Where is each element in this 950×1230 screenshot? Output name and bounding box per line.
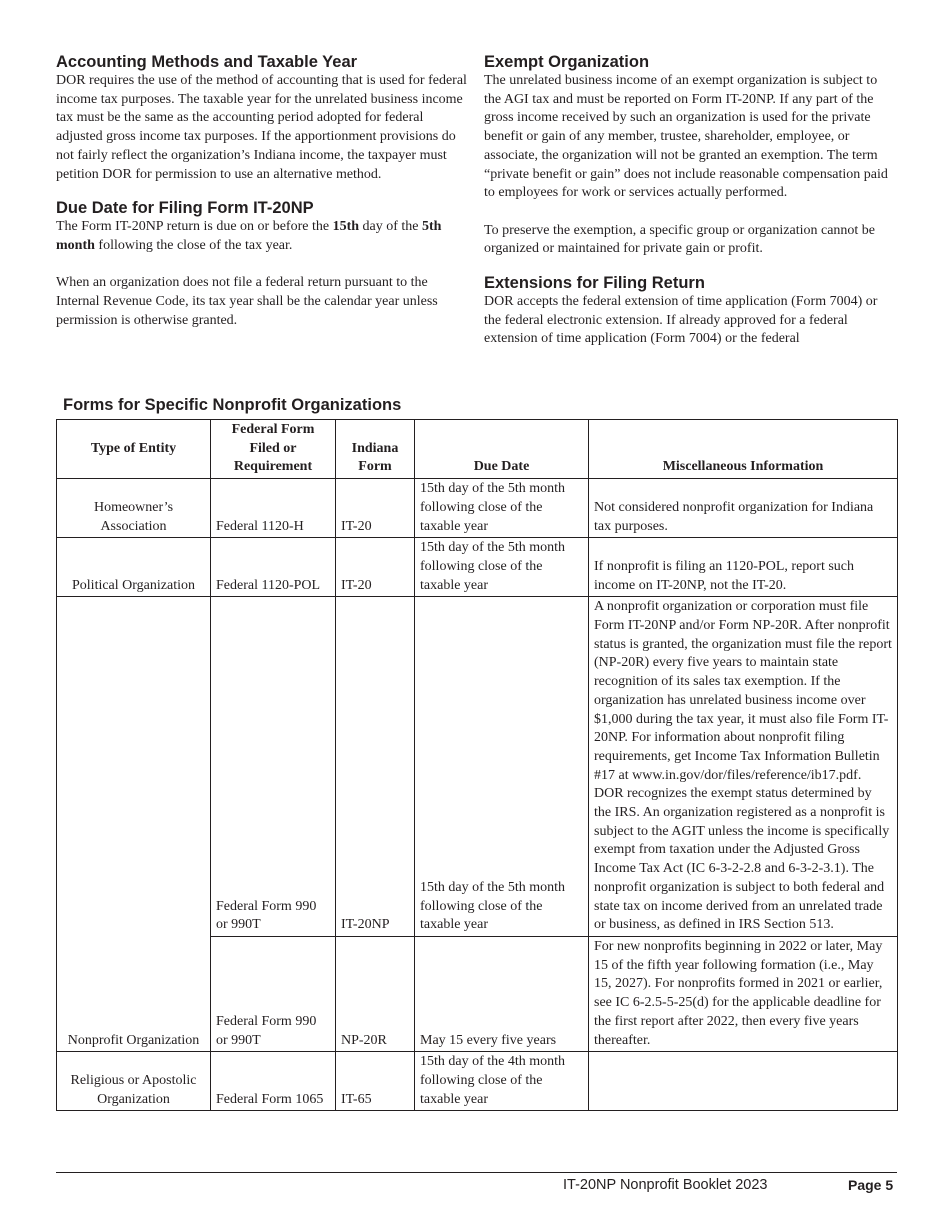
federal-form-cell: Federal Form 990 or 990T	[211, 597, 336, 937]
header-indiana-form: Indiana Form	[336, 420, 415, 479]
due-date-text-e: following the close of the tax year.	[94, 237, 293, 253]
extensions-heading: Extensions for Filing Return	[484, 274, 705, 293]
federal-form-cell: Federal 1120-H	[211, 479, 336, 538]
accounting-heading: Accounting Methods and Taxable Year	[56, 53, 358, 71]
extensions-body: DOR accepts the federal extension of time application (Form 7004) or the federal electronic extension. If already approved for a federal extension of time application (Form 7004) or the federal	[484, 294, 878, 347]
due-date-text-a: The Form IT-20NP return is due on or before the	[56, 219, 333, 235]
header-entity: Type of Entity	[57, 420, 211, 479]
due-date-day: 15th	[332, 219, 360, 235]
entity-cell: Political Organization	[57, 538, 211, 597]
header-federal-form: Federal Form Filed or Requirement	[211, 420, 336, 479]
entity-cell: Homeowner’s Association	[57, 479, 211, 538]
indiana-form-cell: IT-20	[336, 479, 415, 538]
indiana-form-cell: IT-20	[336, 538, 415, 597]
footer-divider	[56, 1172, 897, 1173]
table-row	[57, 1052, 898, 1111]
header-due-date: Due Date	[415, 420, 589, 479]
left-column	[56, 52, 468, 330]
table-row	[57, 479, 898, 538]
right-column	[484, 52, 896, 349]
due-date-text-c: day of the	[359, 219, 423, 235]
accounting-body: DOR requires the use of the method of accounting that is used for federal income tax purposes. The taxable year for the unrelated business income tax must be the same as the accounting period adopted for federal adjusted gross income tax purposes. If the apportionment provisions do not fairly reflect the organization’s Indiana income, the taxpayer must petition DOR for permission to use an alternative method.	[56, 73, 467, 182]
header-misc-info: Miscellaneous Information	[589, 420, 898, 479]
exempt-paragraph-1: The unrelated business income of an exempt organization is subject to the AGI tax and must be reported on Form IT-20NP. If any part of the gross income received by such an organization is used for the private benefit or gain of any member, trustee, shareholder, employee, or associate, the organization will not be granted an exemption. The term “private benefit or gain” does not include reasonable compensation paid to employees for work or services actually performed.	[484, 73, 888, 201]
due-date-month: 5th month	[56, 219, 442, 253]
table-row	[57, 538, 898, 597]
misc-info-cell: A nonprofit organization or corporation must file Form IT-20NP and/or Form NP-20R. After nonprofit status is granted, the organization must file the report (NP-20R) every five years to maintain state recognition of its sales tax exemption. If the organization has unrelated business income over $1,000 during the tax year, it must also file Form IT-20NP. For information about nonprofit filing requirements, get Income Tax Information Bulletin #17 at www.in.gov/dor/files/reference/ib17.pdf. DOR recognizes the exempt status determined by the IRS. An organization registered as a nonprofit is subject to the AGIT unless the income is specifically exempt from taxation under the Adjusted Gross Income Tax Act (IC 6-3-2-2.8 and 6-3-2-3.1). The nonprofit organization is subject to both federal and state tax on income derived from an unrelated trade or business, as defined in IRS Section 513.	[589, 597, 898, 937]
page-number: Page 5	[848, 1177, 894, 1193]
misc-info-cell	[589, 1052, 898, 1111]
due-date-heading: Due Date for Filing Form IT-20NP	[56, 199, 314, 218]
table-row	[57, 597, 898, 937]
due-date-paragraph-1	[56, 218, 468, 255]
indiana-form-cell: IT-65	[336, 1052, 415, 1111]
indiana-form-cell: IT-20NP	[336, 597, 415, 937]
due-date-cell: 15th day of the 5th month following close of the taxable year	[415, 479, 589, 538]
exempt-heading: Exempt Organization	[484, 53, 650, 71]
due-date-cell: 15th day of the 5th month following close of the taxable year	[415, 538, 589, 597]
due-date-cell: May 15 every five years	[415, 936, 589, 1051]
table-header-row	[57, 420, 898, 479]
federal-form-cell: Federal Form 1065	[211, 1052, 336, 1111]
federal-form-cell: Federal Form 990 or 990T	[211, 936, 336, 1051]
federal-form-cell: Federal 1120-POL	[211, 538, 336, 597]
indiana-form-cell: NP-20R	[336, 936, 415, 1051]
exempt-paragraph-2: To preserve the exemption, a specific group or organization cannot be organized or maintained for private gain or profit.	[484, 222, 876, 257]
due-date-cell: 15th day of the 5th month following close of the taxable year	[415, 597, 589, 937]
due-date-paragraph-2: When an organization does not file a federal return pursuant to the Internal Revenue Code, its tax year shall be the calendar year unless permission is otherwise granted.	[56, 275, 438, 328]
entity-cell: Nonprofit Organization	[57, 597, 211, 1052]
nonprofit-forms-table	[56, 419, 898, 1111]
entity-cell: Religious or Apostolic Organization	[57, 1052, 211, 1111]
table-title: Forms for Specific Nonprofit Organizations	[63, 396, 402, 414]
due-date-cell: 15th day of the 4th month following close of the taxable year	[415, 1052, 589, 1111]
misc-info-cell: For new nonprofits beginning in 2022 or later, May 15 of the fifth year following formation (i.e., May 15, 2027). For nonprofits formed in 2021 or earlier, see IC 6-2.5-5-25(d) for the applicable deadline for the first report after 2022, then every five years thereafter.	[589, 936, 898, 1051]
footer-booklet-title: IT-20NP Nonprofit Booklet 2023	[563, 1177, 768, 1193]
misc-info-cell: If nonprofit is filing an 1120-POL, report such income on IT-20NP, not the IT-20.	[589, 538, 898, 597]
misc-info-cell: Not considered nonprofit organization for Indiana tax purposes.	[589, 479, 898, 538]
